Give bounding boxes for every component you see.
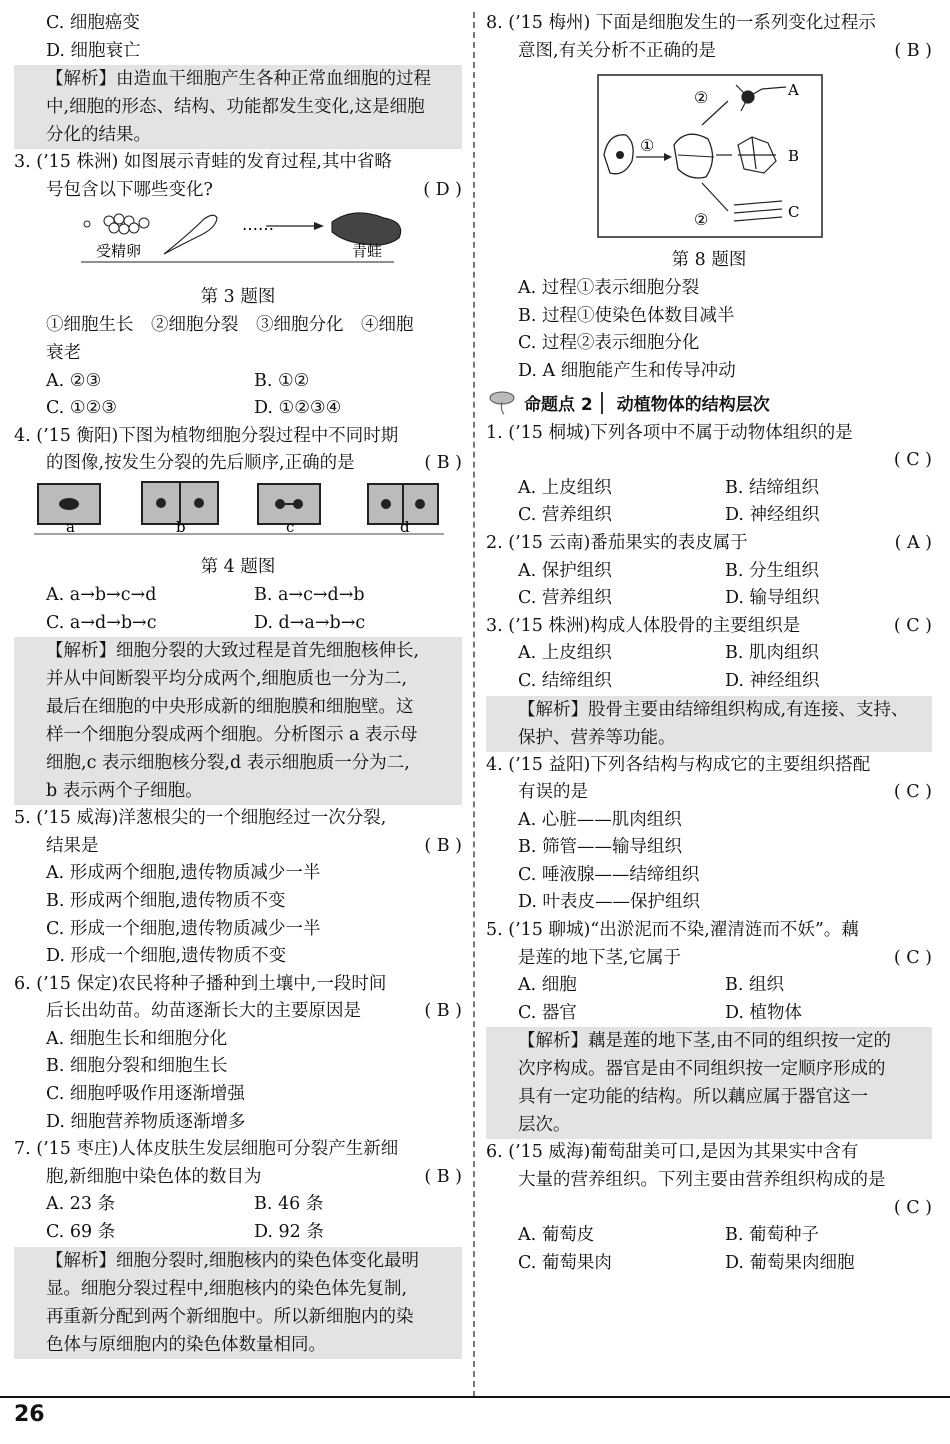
t5-stem-line1: 5. (’15 聊城)“出淤泥而不染,濯清涟而不妖”。藕 — [486, 920, 859, 941]
q3-stem-line1: 3. (’15 株洲) 如图展示青蛙的发育过程,其中省略 — [14, 152, 392, 173]
t4-stem-line1: 4. (’15 益阳)下列各结构与构成它的主要组织搭配 — [486, 754, 871, 775]
t3-explanation: 【解析】股骨主要由结缔组织构成,有连接、支持、 保护、营养等功能。 — [486, 696, 932, 752]
q2-explanation: 【解析】由造血干细胞产生各种正常血细胞的过程 中,细胞的形态、结构、功能都发生变化,这是细胞 分化的结果。 — [14, 65, 462, 149]
q4-stem-line1: 4. (’15 衡阳)下图为植物细胞分裂过程中不同时期 — [14, 425, 399, 446]
footer-rule — [0, 1396, 950, 1398]
label-frog: 青蛙 — [352, 242, 383, 261]
q2-option-c: C. 细胞癌变 — [46, 13, 140, 33]
q7-options-ab: A. 23 条 B. 46 条 — [46, 1194, 324, 1215]
q6-answer: ( B ) — [424, 1001, 462, 1022]
t2-stem: 2. (’15 云南)番茄果实的表皮属于 ( A ) — [486, 530, 932, 558]
t3-options-cd: C. 结缔组织 D. 神经组织 — [518, 670, 820, 691]
svg-text:②: ② — [694, 210, 709, 230]
svg-text:A: A — [788, 81, 799, 100]
topic-badge: 命题点 2 — [524, 395, 593, 416]
q5-option-c: C. 形成一个细胞,遗传物质减少一半 — [46, 918, 321, 939]
q4-figure — [14, 478, 462, 552]
q7-stem-line1: 7. (’15 枣庄)人体皮肤生发层细胞可分裂产生新细 — [14, 1139, 399, 1160]
frog-icon — [332, 213, 401, 245]
q3-figure — [14, 204, 462, 282]
q4-explanation: 【解析】细胞分裂的大致过程是首先细胞核伸长, 并从中间断裂平均分成两个,细胞质也一分为二, 最后在细胞的中央形成新的细胞膜和细胞壁。这 样一个细胞分裂成两个细胞。分析图示 a 表示母 细胞,c 表示细胞核分裂,d 表示细胞质一分为二, b 表示两个子细胞。 — [14, 637, 462, 805]
leaf-icon — [488, 390, 518, 416]
q4-stem-line2: 的图像,按发生分裂的先后顺序,正确的是 ( B ) — [14, 450, 462, 478]
q5-option-d: D. 形成一个细胞,遗传物质不变 — [46, 946, 287, 967]
t3-stem: 3. (’15 株洲)构成人体股骨的主要组织是 ( C ) — [486, 613, 932, 641]
q5-option-a: A. 形成两个细胞,遗传物质减少一半 — [46, 863, 321, 884]
q7-options-cd: C. 69 条 D. 92 条 — [46, 1222, 324, 1243]
q6-stem-line1: 6. (’15 保定)农民将种子播种到土壤中,一段时间 — [14, 973, 387, 994]
t6-answer-line — [486, 1195, 932, 1223]
t4-answer: ( C ) — [893, 782, 932, 803]
q6-option-d: D. 细胞营养物质逐渐增多 — [46, 1111, 246, 1132]
q3-answer: ( D ) — [423, 179, 462, 200]
q8-option-a: A. 过程①表示细胞分裂 — [518, 278, 700, 299]
svg-text:C: C — [788, 203, 800, 222]
t2-options-cd: C. 营养组织 D. 输导组织 — [518, 588, 820, 609]
topic-separator — [601, 392, 603, 414]
q4-answer: ( B ) — [424, 453, 462, 474]
t5-explanation: 【解析】藕是莲的地下茎,由不同的组织按一定的 次序构成。器官是由不同组织按一定顺序形成的 具有一定功能的结构。所以藕应属于器官这一 层次。 — [486, 1027, 932, 1139]
q3-stem-line2: 号包含以下哪些变化? ( D ) — [14, 177, 462, 205]
t4-stem-line2: 有误的是 ( C ) — [486, 779, 932, 807]
page-number: 26 — [14, 1402, 45, 1427]
t6-options-ab: A. 葡萄皮 B. 葡萄种子 — [518, 1225, 819, 1246]
svg-text:d: d — [400, 517, 410, 536]
label-fertilized-egg: 受精卵 — [96, 242, 142, 261]
q3-stem-choices-1: ①细胞生长 ②细胞分裂 ③细胞分化 ④细胞 — [46, 315, 414, 336]
t1-options-cd: C. 营养组织 D. 神经组织 — [518, 505, 820, 526]
t2-options-ab: A. 保护组织 B. 分生组织 — [518, 560, 819, 581]
t5-options-cd: C. 器官 D. 植物体 — [518, 1002, 803, 1023]
t6-stem-line2: 大量的营养组织。下列主要由营养组织构成的是 — [518, 1170, 886, 1191]
t1-answer-line — [486, 447, 932, 475]
t6-stem-line1: 6. (’15 威海)葡萄甜美可口,是因为其果实中含有 — [486, 1142, 859, 1163]
t1-options-ab: A. 上皮组织 B. 结缔组织 — [518, 477, 819, 498]
q8-stem-line1: 8. (’15 梅州) 下面是细胞发生的一系列变化过程示 — [486, 13, 876, 33]
svg-text:B: B — [788, 147, 800, 166]
tadpole-icon — [164, 216, 217, 255]
right-column — [486, 10, 932, 1277]
svg-text:②: ② — [694, 88, 709, 108]
svg-text:c: c — [286, 517, 295, 536]
t5-options-ab: A. 细胞 B. 组织 — [518, 975, 784, 996]
frog-development-diagram — [14, 204, 462, 282]
t4-option-c: C. 唾液腺——结缔组织 — [518, 864, 700, 885]
q4-options-ab: A. a→b→c→d B. a→c→d→b — [46, 584, 365, 605]
t6-answer: ( C ) — [893, 1197, 932, 1218]
q5-option-b: B. 形成两个细胞,遗传物质不变 — [46, 890, 286, 911]
svg-text:①: ① — [640, 136, 655, 156]
svg-text:b: b — [176, 517, 186, 536]
q4-figure-caption: 第 4 题图 — [200, 556, 276, 577]
t5-stem-line2: 是莲的地下茎,它属于 ( C ) — [486, 945, 932, 973]
q3-options-ab: A. ②③ B. ①② — [46, 370, 310, 391]
t3-options-ab: A. 上皮组织 B. 肌肉组织 — [518, 643, 819, 664]
q7-explanation: 【解析】细胞分裂时,细胞核内的染色体变化最明 显。细胞分裂过程中,细胞核内的染色体先复制, 再重新分配到两个新细胞中。所以新细胞内的染 色体与原细胞内的染色体数量相同。 — [14, 1247, 462, 1359]
topic-title: 动植物体的结构层次 — [616, 395, 770, 416]
q3-figure-caption: 第 3 题图 — [200, 287, 276, 308]
q8-figure — [486, 65, 932, 245]
t4-option-b: B. 筛管——输导组织 — [518, 837, 682, 858]
cell-differentiation-diagram — [486, 65, 932, 245]
q8-option-b: B. 过程①使染色体数目减半 — [518, 305, 735, 326]
t2-answer: ( A ) — [894, 532, 932, 553]
q8-stem-line2: 意图,有关分析不正确的是 ( B ) — [486, 38, 932, 66]
q6-option-b: B. 细胞分裂和细胞生长 — [46, 1056, 228, 1077]
fertilized-egg-icon — [84, 214, 149, 234]
q8-option-c: C. 过程②表示细胞分化 — [518, 333, 700, 354]
t4-option-a: A. 心脏——肌肉组织 — [518, 809, 682, 830]
q6-option-a: A. 细胞生长和细胞分化 — [46, 1028, 228, 1049]
topic-heading — [486, 386, 932, 420]
t1-answer: ( C ) — [893, 450, 932, 471]
t1-stem: 1. (’15 桐城)下列各项中不属于动物体组织的是 — [486, 422, 853, 443]
cell-division-diagram — [14, 478, 462, 552]
column-divider — [473, 12, 475, 1397]
svg-text:a: a — [66, 517, 75, 536]
q7-answer: ( B ) — [424, 1166, 462, 1187]
q4-options-cd: C. a→d→b→c D. d→a→b→c — [46, 612, 366, 633]
q2-option-d: D. 细胞衰亡 — [46, 40, 141, 61]
q6-option-c: C. 细胞呼吸作用逐渐增强 — [46, 1084, 245, 1105]
t6-options-cd: C. 葡萄果肉 D. 葡萄果肉细胞 — [518, 1252, 855, 1273]
q3-stem-choices-2: 衰老 — [46, 342, 81, 363]
q5-answer: ( B ) — [424, 835, 462, 856]
svg-text:……: …… — [242, 215, 274, 235]
q6-stem-line2: 后长出幼苗。幼苗逐渐长大的主要原因是 ( B ) — [14, 998, 462, 1026]
q8-option-d: D. A 细胞能产生和传导冲动 — [518, 360, 736, 381]
t5-answer: ( C ) — [893, 947, 932, 968]
q3-options-cd: C. ①②③ D. ①②③④ — [46, 398, 342, 419]
q5-stem-line1: 5. (’15 威海)洋葱根尖的一个细胞经过一次分裂, — [14, 808, 387, 829]
t3-answer: ( C ) — [893, 615, 932, 636]
q8-answer: ( B ) — [894, 40, 932, 61]
q8-figure-caption: 第 8 题图 — [671, 250, 747, 271]
q5-stem-line2: 结果是 ( B ) — [14, 833, 462, 861]
q7-stem-line2: 胞,新细胞中染色体的数目为 ( B ) — [14, 1164, 462, 1192]
left-column — [14, 10, 462, 1359]
t4-option-d: D. 叶表皮——保护组织 — [518, 892, 701, 913]
